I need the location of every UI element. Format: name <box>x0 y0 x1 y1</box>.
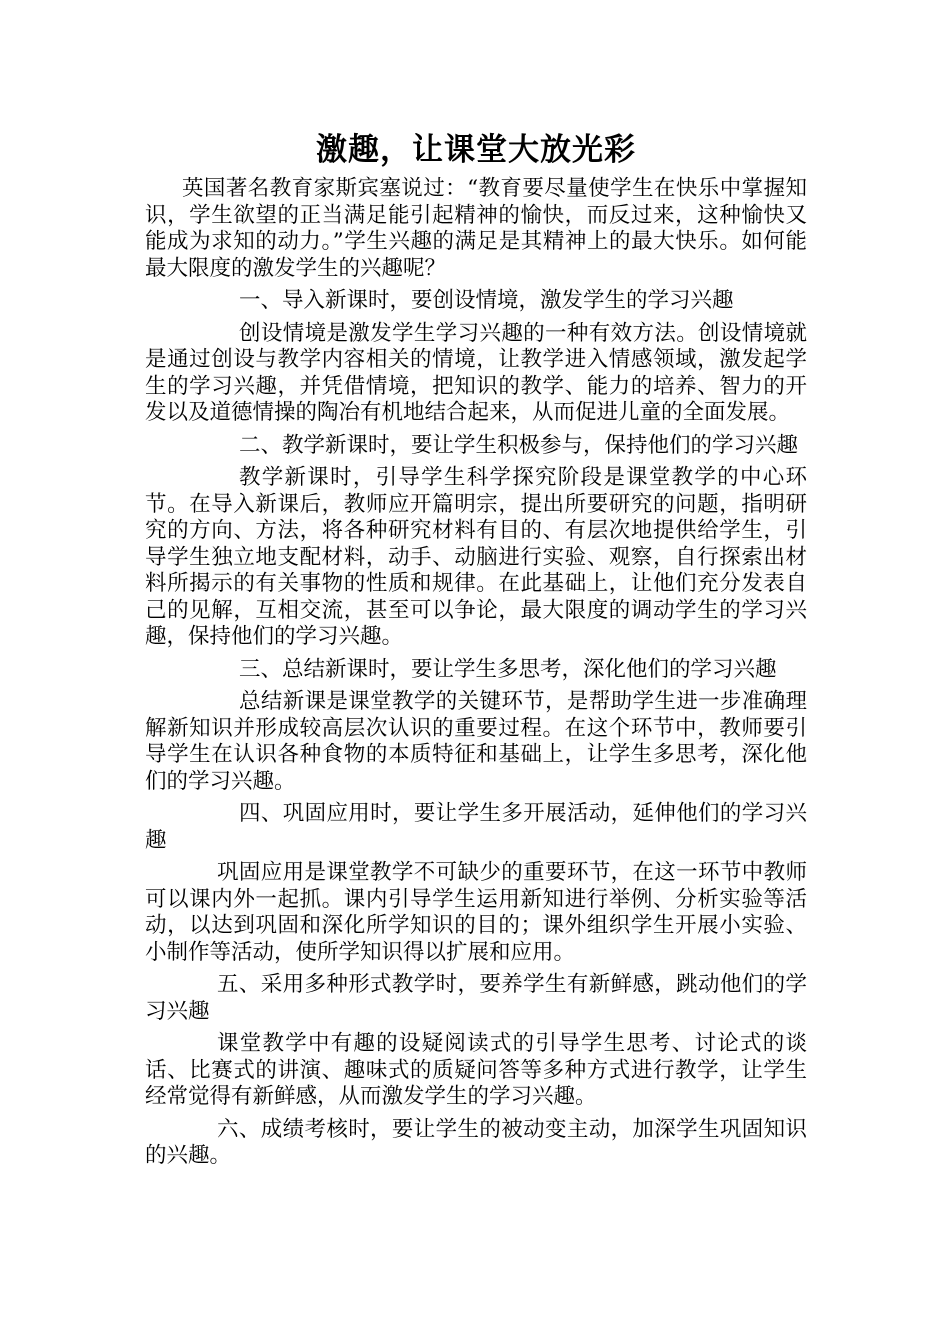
section-3-body: 总结新课是课堂教学的关键环节，是帮助学生进一步准确理解新知识并形成较高层次认识的重要过程。在这个环节中，教师要引导学生在认识各种食物的本质特征和基础上，让学生多思考，深化他们的学习兴趣。 <box>145 689 807 794</box>
section-2-heading: 二、教学新课时，要让学生积极参与，保持他们的学习兴趣 <box>239 432 799 458</box>
section-6-heading: 六、成绩考核时，要让学生的被动变主动，加深学生巩固知识的兴趣。 <box>145 1116 807 1168</box>
section-5-body: 课堂教学中有趣的设疑阅读式的引导学生思考、讨论式的谈话、比赛式的讲演、趣味式的质疑问答等多种方式进行教学，让学生经常觉得有新鲜感，从而激发学生的学习兴趣。 <box>145 1031 807 1109</box>
section-3-heading: 三、总结新课时，要让学生多思考，深化他们的学习兴趣 <box>239 656 777 682</box>
section-1-body: 创设情境是激发学生学习兴趣的一种有效方法。创设情境就是通过创设与教学内容相关的情境，让教学进入情感领域，激发起学生的学习兴趣，并凭借情境，把知识的教学、能力的培养、智力的开发以及道德情操的陶冶有机地结合起来，从而促进儿童的全面发展。 <box>145 320 807 425</box>
document-page <box>145 128 807 1176</box>
document-title: 激趣，让课堂大放光彩 <box>316 132 636 168</box>
section-4-heading: 四、巩固应用时，要让学生多开展活动，延伸他们的学习兴趣 <box>145 801 807 853</box>
section-5-heading: 五、采用多种形式教学时，要养学生有新鲜感，跳动他们的学习兴趣 <box>145 972 807 1024</box>
intro-paragraph: 英国著名教育家斯宾塞说过：“教育要尽量使学生在快乐中掌握知识，学生欲望的正当满足能引起精神的愉快，而反过来，这种愉快又能成为求知的动力。”学生兴趣的满足是其精神上的最大快乐。如何能最大限度的激发学生的兴趣呢？ <box>145 176 807 281</box>
section-2-body: 教学新课时，引导学生科学探究阶段是课堂教学的中心环节。在导入新课后，教师应开篇明宗，提出所要研究的问题，指明研究的方向、方法，将各种研究材料有目的、有层次地提供给学生，引导学生独立地支配材料，动手、动脑进行实验、观察，自行探索出材料所揭示的有关事物的性质和规律。在此基础上，让他们充分发表自己的见解，互相交流，甚至可以争论，最大限度的调动学生的学习兴趣，保持他们的学习兴趣。 <box>145 465 807 649</box>
section-4-body: 巩固应用是课堂教学不可缺少的重要环节，在这一环节中教师可以课内外一起抓。课内引导学生运用新知进行举例、分析实验等活动，以达到巩固和深化所学知识的目的；课外组织学生开展小实验、小制作等活动，使所学知识得以扩展和应用。 <box>145 860 807 965</box>
section-1-heading: 一、导入新课时，要创设情境，激发学生的学习兴趣 <box>239 288 734 313</box>
